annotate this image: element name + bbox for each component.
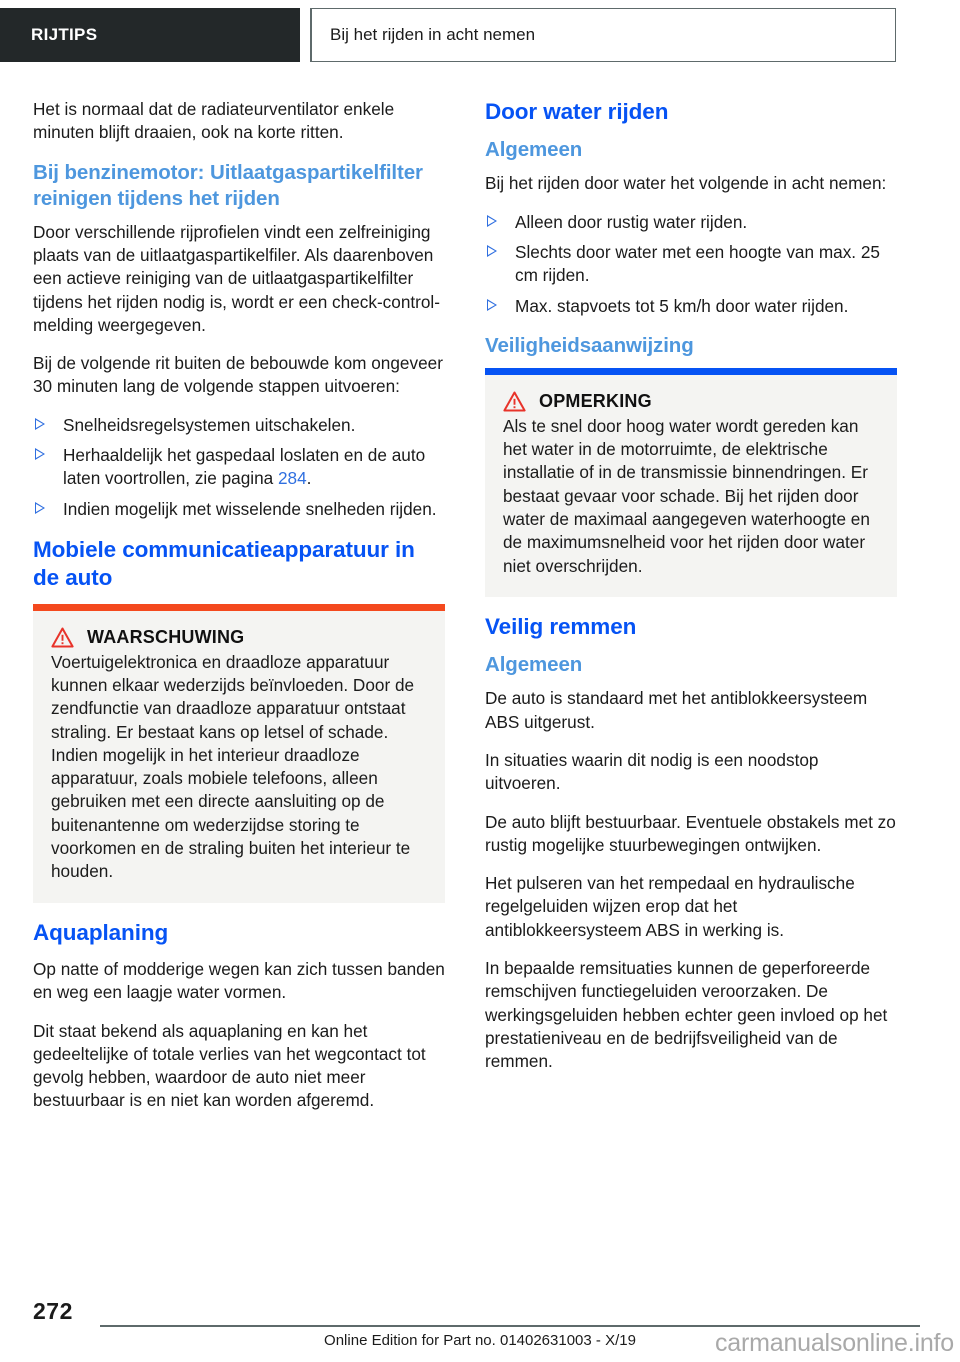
braking-paragraph-3: De auto blijft bestuurbaar. Eventuele obstakels met zo rustig mogelijke stuurbewegingen ontwijken. — [485, 811, 896, 855]
list-item — [485, 211, 897, 234]
heading-safety-instruction: Veiligheidsaanwijzing — [485, 333, 694, 357]
triangle-bullet-icon — [35, 448, 45, 460]
heading-mobile-devices: Mobiele communicatieapparatuur in de auto — [33, 536, 415, 591]
heading-water-general: Algemeen — [485, 138, 583, 162]
triangle-bullet-icon — [487, 245, 497, 257]
intro-paragraph: Het is normaal dat de radiateurventilator enkele minuten blijft draaien, ook na korte ritten. — [33, 99, 395, 143]
warning-title: WAARSCHUWING — [87, 626, 245, 647]
petrol-paragraph-1: Door verschillende rijprofielen vindt een zelfreiniging plaats van de uitlaatgaspartikelfiler. Als daarenboven een actieve reiniging van de uitlaatgaspartikelfilter tijdens het rijden nodig is, wordt er een check-control-melding weergegeven. — [33, 221, 440, 335]
list-item-text: Alleen door rustig water rijden. — [515, 211, 748, 232]
warning-triangle-icon — [51, 627, 74, 648]
triangle-bullet-icon — [487, 215, 497, 227]
chapter-label: RIJTIPS — [0, 8, 300, 62]
braking-paragraph-5: In bepaalde remsituaties kunnen de geperforeerde remschijven functiegeluiden veroorzaken. De werkingsgeluiden hebben echter geen invloed op het prestatieniveau en de bedrijfsveiligheid van de remmen. — [485, 958, 888, 1072]
braking-paragraph-4: Het pulseren van het rempedaal en hydraulische regelgeluiden wijzen erop dat het antiblokkeersysteem ABS in werking is. — [485, 873, 855, 940]
heading-aquaplaning: Aquaplaning — [33, 919, 169, 945]
triangle-bullet-icon — [487, 299, 497, 311]
triangle-bullet-icon — [35, 418, 45, 430]
note-header — [485, 375, 897, 415]
list-item-text-before: Herhaaldelijk het gaspedaal loslaten en de auto laten voortrollen, zie pagina — [63, 445, 426, 489]
section-title: Bij het rijden in acht nemen — [310, 8, 896, 62]
list-item-text: Max. stapvoets tot 5 km/h door water rijden. — [515, 295, 849, 316]
note-accent-bar — [485, 368, 897, 375]
page-reference-link[interactable]: 284 — [277, 468, 307, 489]
list-item-text: Slechts door water met een hoogte van max. 25 cm rijden. — [515, 241, 880, 286]
water-intro-paragraph: Bij het rijden door water het volgende in acht nemen: — [485, 173, 887, 194]
warning-accent-bar — [33, 604, 445, 611]
note-body: Als te snel door hoog water wordt gereden kan het water in de motorruimte, de elektrische installatie of in de transmissie binnendringen. Er bestaat gevaar voor schade. Bij het rijden door water de maximaal aangegeven waterhoogte en de maximumsnelheid voor het rijden door water niet overschrijden. — [503, 415, 870, 576]
petrol-steps-list — [33, 414, 445, 521]
heading-safe-braking: Veilig remmen — [485, 613, 637, 639]
warning-header — [33, 611, 445, 651]
right-column — [485, 98, 897, 1089]
triangle-bullet-icon — [35, 502, 45, 514]
list-item-text-after: . — [306, 468, 312, 489]
warning-body: Voertuigelektronica en draadloze apparatuur kunnen elkaar wederzijds beïnvloeden. Door de zendfunctie van draadloze apparatuur ontstaat straling. Er bestaat kans op letsel of schade. Indien mogelijk in het interieur draadloze apparatuur, zoals mobiele telefoons, alleen gebruiken met een directe aansluiting op de buitenantenne om wederzijdse storing te voorkomen en de straling buiten het interieur te houden. — [51, 651, 415, 882]
page-header — [0, 8, 960, 64]
braking-paragraph-1: De auto is standaard met het antiblokkeersysteem ABS uitgerust. — [485, 688, 868, 732]
heading-petrol-filter: Bij benzinemotor: Uitlaatgaspartikelfilter reinigen tijdens het rijden — [33, 160, 423, 210]
page-number: 272 — [33, 1298, 73, 1324]
warning-triangle-icon — [503, 391, 526, 412]
aquaplaning-paragraph-1: Op natte of modderige wegen kan zich tussen banden en weg een laagje water vormen. — [33, 958, 445, 1003]
edition-notice: Online Edition for Part no. 01402631003 - X/19 — [324, 1332, 636, 1349]
page-footer — [0, 1290, 960, 1362]
heading-braking-general: Algemeen — [485, 653, 583, 677]
footer-divider — [100, 1325, 920, 1327]
list-item — [33, 498, 445, 521]
note-box — [485, 368, 897, 597]
list-item — [485, 295, 897, 318]
list-item — [33, 414, 445, 437]
heading-driving-through-water: Door water rijden — [485, 99, 669, 124]
water-points-list — [485, 211, 897, 318]
list-item — [33, 444, 445, 491]
aquaplaning-paragraph-2: Dit staat bekend als aquaplaning en kan het gedeeltelijke of totale verlies van het wegcontact tot gevolg hebben, waardoor de auto niet meer bestuurbaar is en niet kan worden afgeremd. — [33, 1020, 426, 1111]
list-item — [485, 241, 897, 288]
petrol-paragraph-2: Bij de volgende rit buiten de bebouwde kom ongeveer 30 minuten lang de volgende stappen uitvoeren: — [33, 353, 443, 397]
site-watermark: carmanualsonline.info — [714, 1329, 954, 1357]
note-title: OPMERKING — [539, 390, 652, 411]
warning-box — [33, 604, 445, 903]
braking-paragraph-2: In situaties waarin dit nodig is een noodstop uitvoeren. — [485, 749, 819, 794]
left-column — [33, 98, 445, 1128]
list-item-text: Snelheidsregelsystemen uitschakelen. — [63, 414, 356, 435]
list-item-text: Indien mogelijk met wisselende snelheden rijden. — [63, 498, 437, 519]
